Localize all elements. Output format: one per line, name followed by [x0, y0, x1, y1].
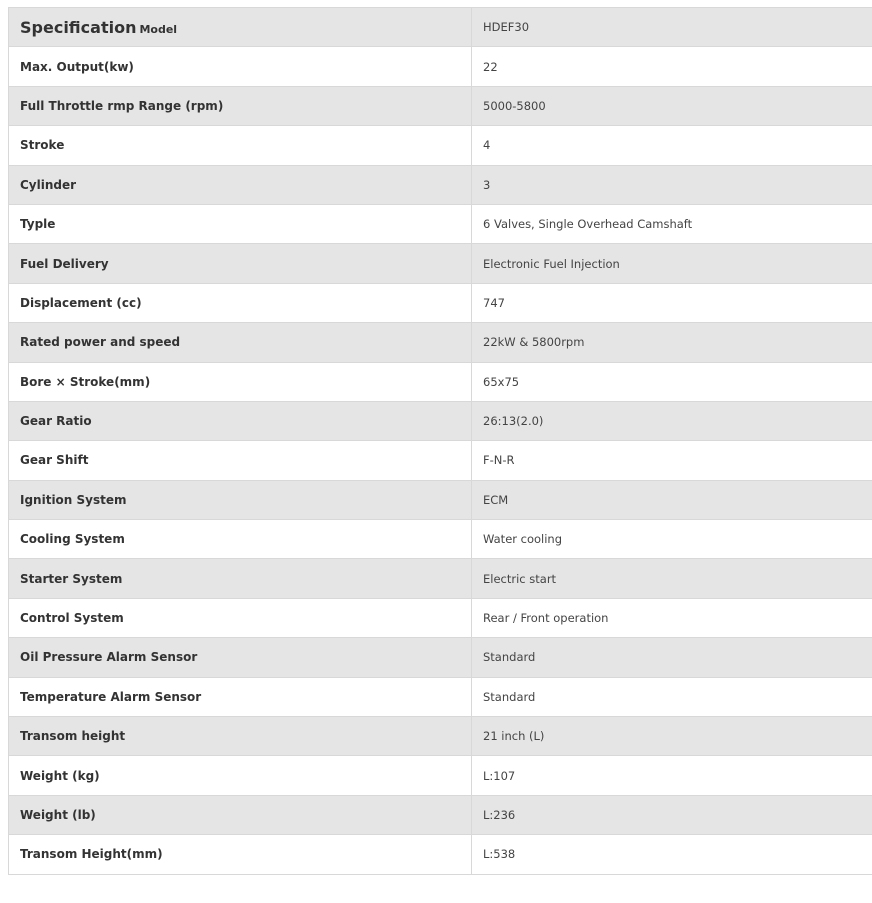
row-label: Transom Height(mm)	[9, 835, 472, 874]
table-row	[9, 47, 872, 86]
row-label: Rated power and speed	[9, 323, 472, 362]
spec-title: Specification	[20, 17, 137, 37]
row-value: 22	[472, 47, 872, 86]
row-value: F-N-R	[472, 441, 872, 480]
model-name: HDEF30	[472, 8, 872, 47]
table-row	[9, 204, 872, 243]
row-label: Weight (lb)	[9, 795, 472, 834]
row-value: 21 inch (L)	[472, 717, 872, 756]
spec-table	[8, 7, 872, 875]
row-value: 747	[472, 283, 872, 322]
row-value: Water cooling	[472, 520, 872, 559]
row-label: Control System	[9, 598, 472, 637]
row-label: Stroke	[9, 126, 472, 165]
row-value: 4	[472, 126, 872, 165]
row-label: Gear Ratio	[9, 401, 472, 440]
table-row	[9, 520, 872, 559]
table-row	[9, 165, 872, 204]
row-value: Standard	[472, 677, 872, 716]
table-row	[9, 401, 872, 440]
table-row	[9, 717, 872, 756]
table-row	[9, 362, 872, 401]
row-value: L:538	[472, 835, 872, 874]
row-label: Bore × Stroke(mm)	[9, 362, 472, 401]
table-row	[9, 559, 872, 598]
table-row	[9, 638, 872, 677]
row-value: 65x75	[472, 362, 872, 401]
spec-subtitle: Model	[139, 22, 178, 36]
row-value: 6 Valves, Single Overhead Camshaft	[472, 204, 872, 243]
row-label: Full Throttle rmp Range (rpm)	[9, 86, 472, 125]
row-value: 3	[472, 165, 872, 204]
row-label: Max. Output(kw)	[9, 47, 472, 86]
row-value: L:236	[472, 795, 872, 834]
row-value: Rear / Front operation	[472, 598, 872, 637]
row-label: Displacement (cc)	[9, 283, 472, 322]
row-value: 26:13(2.0)	[472, 401, 872, 440]
table-header-row	[9, 8, 872, 47]
table-row	[9, 480, 872, 519]
table-row	[9, 244, 872, 283]
row-label: Transom height	[9, 717, 472, 756]
row-label: Fuel Delivery	[9, 244, 472, 283]
table-row	[9, 323, 872, 362]
table-row	[9, 86, 872, 125]
table-row	[9, 795, 872, 834]
table-row	[9, 126, 872, 165]
table-row	[9, 283, 872, 322]
row-label: Gear Shift	[9, 441, 472, 480]
row-label: Weight (kg)	[9, 756, 472, 795]
row-value: Standard	[472, 638, 872, 677]
row-value: ECM	[472, 480, 872, 519]
table-row	[9, 677, 872, 716]
header-label-cell	[9, 8, 472, 47]
row-label: Temperature Alarm Sensor	[9, 677, 472, 716]
table-row	[9, 598, 872, 637]
row-label: Ignition System	[9, 480, 472, 519]
row-value: L:107	[472, 756, 872, 795]
row-label: Starter System	[9, 559, 472, 598]
table-row	[9, 441, 872, 480]
row-label: Typle	[9, 204, 472, 243]
table-row	[9, 756, 872, 795]
row-label: Oil Pressure Alarm Sensor	[9, 638, 472, 677]
table-row	[9, 835, 872, 874]
row-value: 5000-5800	[472, 86, 872, 125]
row-value: 22kW & 5800rpm	[472, 323, 872, 362]
row-label: Cylinder	[9, 165, 472, 204]
row-value: Electronic Fuel Injection	[472, 244, 872, 283]
row-label: Cooling System	[9, 520, 472, 559]
row-value: Electric start	[472, 559, 872, 598]
